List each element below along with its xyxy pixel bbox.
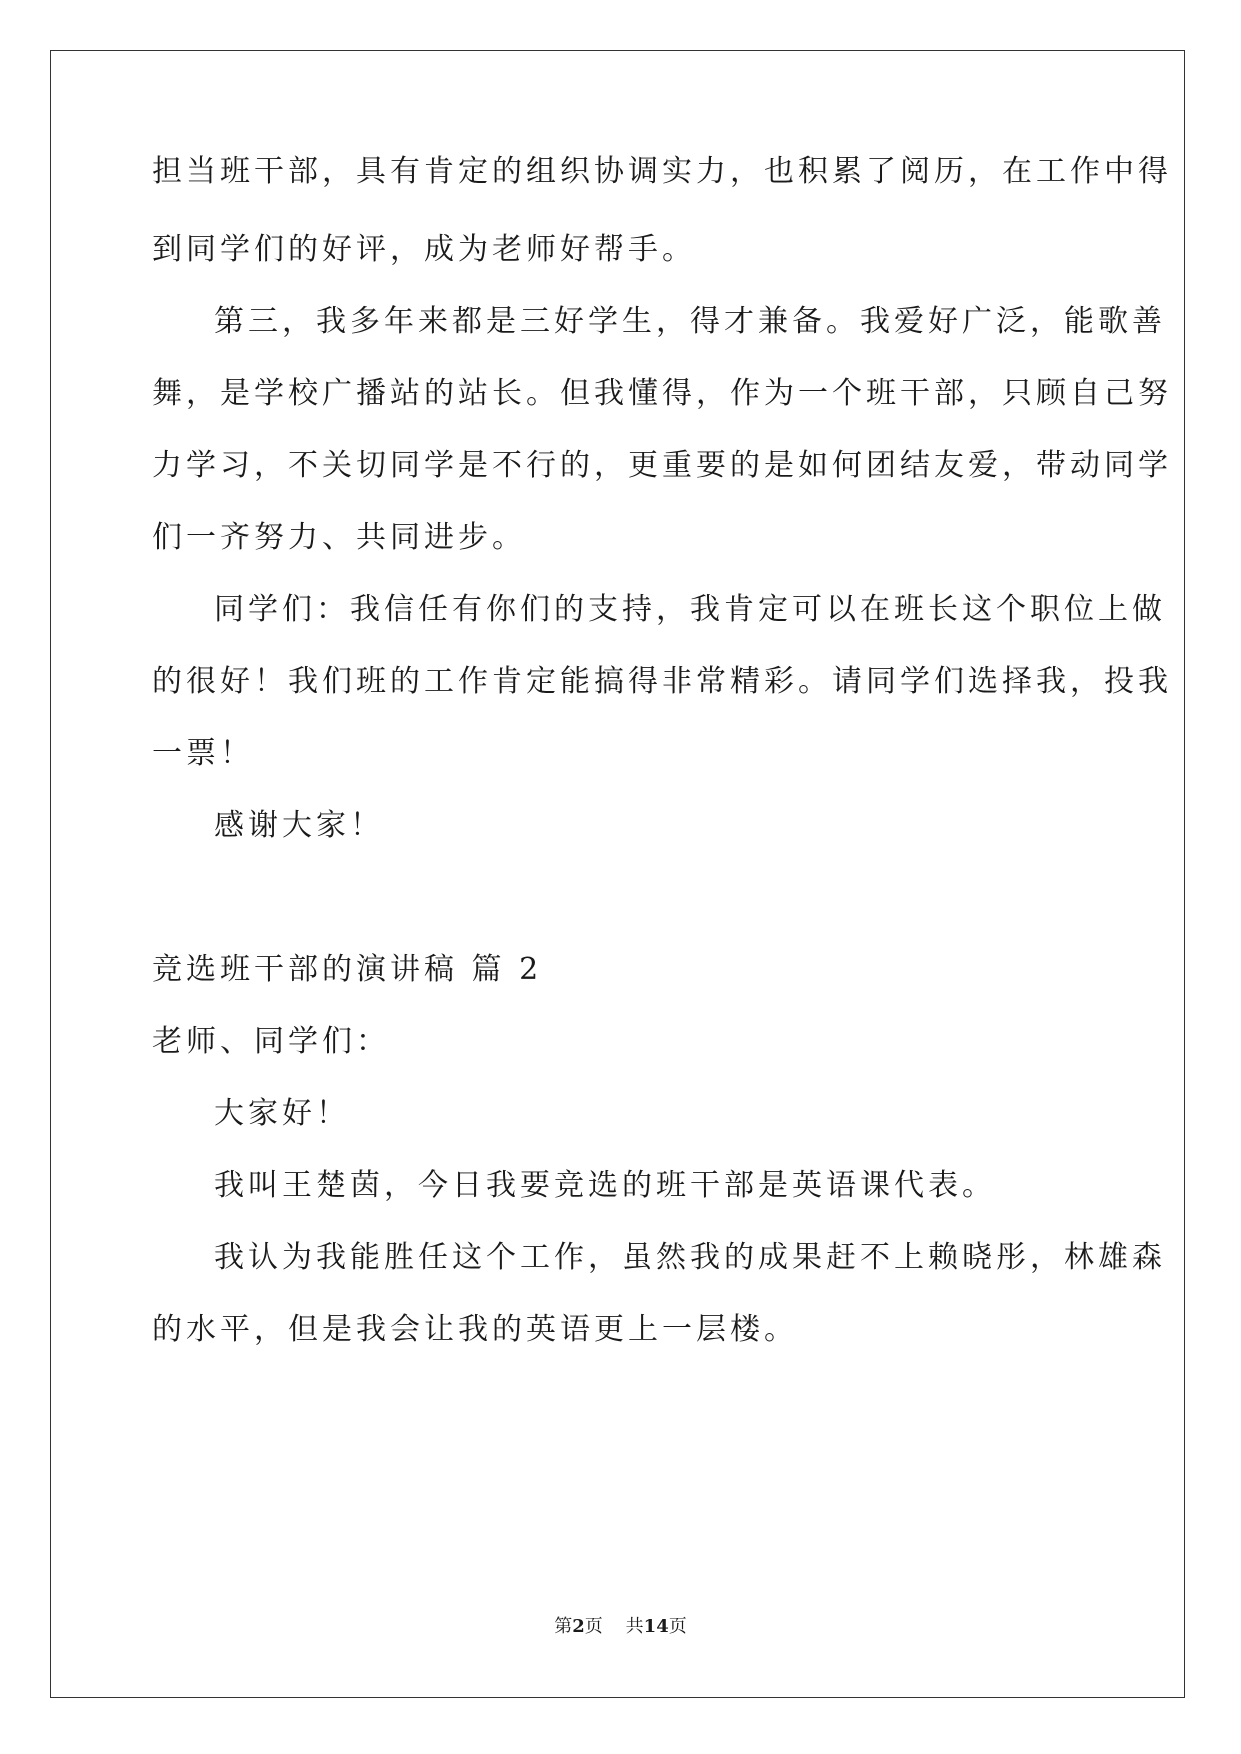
body-line: 感谢大家！ bbox=[214, 808, 384, 843]
salutation: 老师、同学们： bbox=[152, 1024, 390, 1059]
body-line: 力学习，不关切同学是不行的，更重要的是如何团结友爱，带动同学 bbox=[152, 448, 1172, 483]
total-label-prefix: 共 bbox=[625, 1616, 644, 1637]
body-line: 的很好！我们班的工作肯定能搞得非常精彩。请同学们选择我，投我 bbox=[152, 664, 1172, 699]
body-line: 们一齐努力、共同进步。 bbox=[152, 520, 526, 555]
total-label-suffix: 页 bbox=[668, 1616, 687, 1637]
body-line: 同学们：我信任有你们的支持，我肯定可以在班长这个职位上做 bbox=[214, 592, 1166, 627]
page-footer bbox=[0, 1615, 1241, 1639]
body-line: 担当班干部，具有肯定的组织协调实力，也积累了阅历，在工作中得 bbox=[152, 154, 1172, 189]
body-line: 我认为我能胜任这个工作，虽然我的成果赶不上赖晓彤，林雄森 bbox=[214, 1240, 1166, 1275]
body-line: 一票！ bbox=[152, 736, 254, 771]
total-pages: 14 bbox=[643, 1616, 669, 1637]
page-number: 2 bbox=[572, 1616, 585, 1637]
body-line: 舞，是学校广播站的站长。但我懂得，作为一个班干部，只顾自己努 bbox=[152, 376, 1172, 411]
body-line: 第三，我多年来都是三好学生，得才兼备。我爱好广泛，能歌善 bbox=[214, 304, 1166, 339]
body-line: 大家好！ bbox=[214, 1096, 350, 1131]
body-line: 到同学们的好评，成为老师好帮手。 bbox=[152, 232, 696, 267]
page-label-prefix: 第 bbox=[554, 1616, 573, 1637]
body-line: 我叫王楚茵，今日我要竞选的班干部是英语课代表。 bbox=[214, 1168, 996, 1203]
section-heading: 竞选班干部的演讲稿 篇 2 bbox=[152, 952, 543, 987]
body-line: 的水平，但是我会让我的英语更上一层楼。 bbox=[152, 1312, 798, 1347]
page-border bbox=[50, 50, 1185, 1698]
page-label-suffix: 页 bbox=[584, 1616, 603, 1637]
